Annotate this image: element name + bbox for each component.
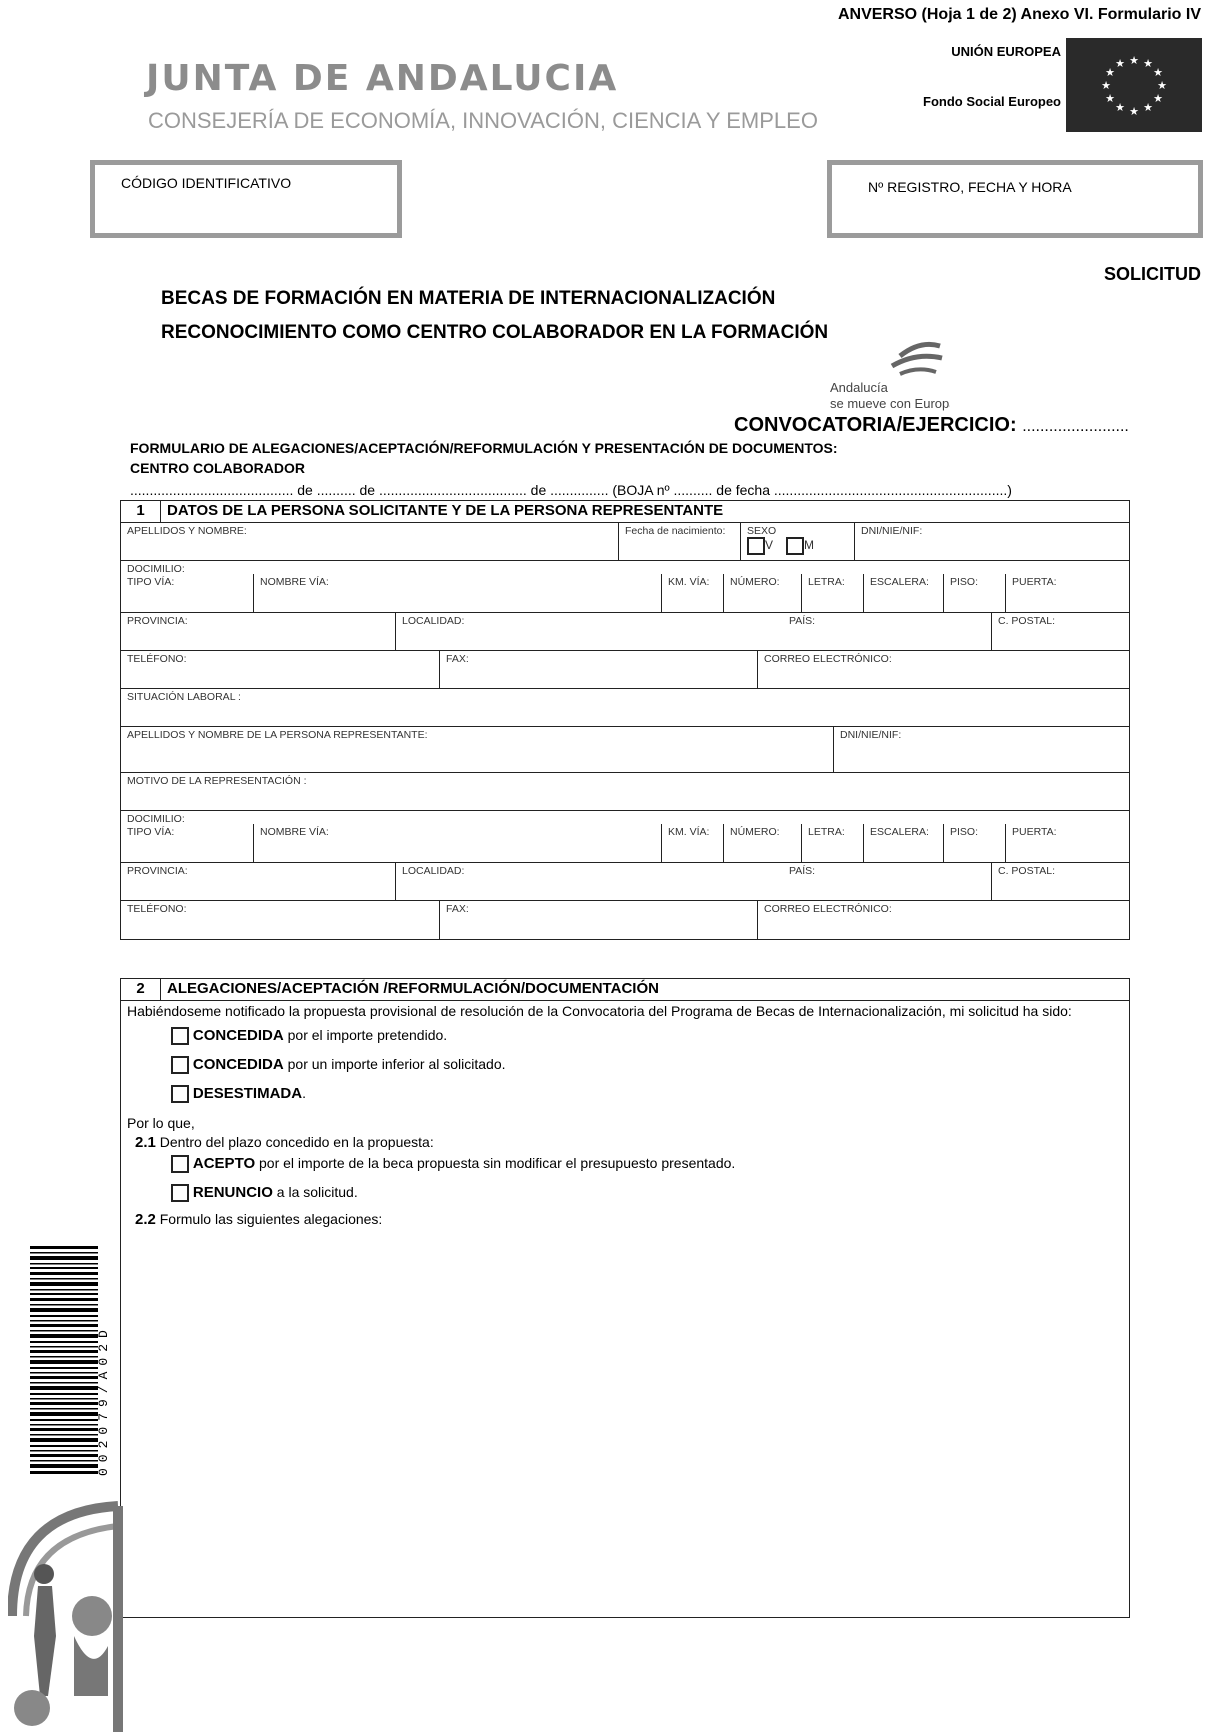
barcode-number: 002079/A02D [96,1324,111,1476]
svg-text:★: ★ [1115,101,1125,114]
code-identifier-box[interactable] [90,160,402,238]
applicant-km-field[interactable]: KM. VÍA: [661,574,723,612]
desestimada-checkbox[interactable] [171,1085,189,1103]
applicant-phone-field[interactable]: TELÉFONO: [127,653,187,665]
department-name: CONSEJERÍA DE ECONOMÍA, INNOVACIÓN, CIENCIA Y EMPLEO [148,108,818,133]
rep-door-field[interactable]: PUERTA: [1005,824,1131,862]
rep-stair-field[interactable]: ESCALERA: [863,824,943,862]
applicant-door-field[interactable]: PUERTA: [1005,574,1131,612]
section-applicant-data [120,500,1130,940]
rep-fax-field[interactable]: FAX: [439,901,757,939]
svg-text:★: ★ [1143,101,1153,114]
representation-reason-field[interactable]: MOTIVO DE LA REPRESENTACIÓN : [127,775,307,787]
applicant-floor-field[interactable]: PISO: [943,574,1005,612]
subsection-2-1: 2.1 Dentro del plazo concedido en la propuesta: [135,1134,434,1151]
svg-text:★: ★ [1143,57,1153,70]
sex-m-checkbox[interactable] [786,537,804,555]
applicant-stair-field[interactable]: ESCALERA: [863,574,943,612]
option-renuncio: RENUNCIO a la solicitud. [171,1184,358,1202]
section2-intro: Habiéndoseme notificado la propuesta provisional de resolución de la Convocatoria del Programa de Becas de Internacionalización, mi solicitud ha sido: [127,1003,1072,1019]
convocatoria-field[interactable]: ........................ [1022,418,1129,435]
applicant-number-field[interactable]: NÚMERO: [723,574,801,612]
rep-letter-field[interactable]: LETRA: [801,824,863,862]
andalucia-europa-logo [830,336,950,414]
barcode-icon [30,1246,98,1476]
option-concedida-full: CONCEDIDA por el importe pretendido. [171,1027,447,1045]
applicant-dni-field[interactable]: DNI/NIE/NIF: [854,523,1131,560]
applicant-street-type-field[interactable]: TIPO VÍA: [127,576,175,588]
document-title-line1: BECAS DE FORMACIÓN EN MATERIA DE INTERNACIONALIZACIÓN [161,288,776,309]
applicant-postal-field[interactable]: C. POSTAL: [991,613,1131,650]
registry-box[interactable] [827,160,1203,238]
birth-date-field[interactable]: Fecha de nacimiento: [618,523,740,560]
svg-text:★: ★ [1101,79,1111,92]
rep-postal-field[interactable]: C. POSTAL: [991,863,1131,900]
employment-status-field[interactable]: SITUACIÓN LABORAL : [127,691,241,703]
section2-number: 2 [121,979,161,1000]
form-title: FORMULARIO DE ALEGACIONES/ACEPTACIÓN/REFORMULACIÓN Y PRESENTACIÓN DE DOCUMENTOS: [130,440,838,456]
logo-line1: Andalucía [830,380,888,395]
eu-flag-icon [1066,38,1202,132]
svg-text:★: ★ [1129,105,1139,118]
applicant-fax-field[interactable]: FAX: [439,651,757,688]
concedida-full-checkbox[interactable] [171,1027,189,1045]
svg-text:★: ★ [1115,57,1125,70]
svg-text:★: ★ [1153,92,1163,105]
eu-union-label: UNIÓN EUROPEA [951,44,1061,59]
applicant-address-label: DOCIMILIO: [127,563,185,575]
representative-dni-field[interactable]: DNI/NIE/NIF: [833,727,1131,772]
rep-locality-field[interactable]: LOCALIDAD: [395,863,783,900]
section1-title: DATOS DE LA PERSONA SOLICITANTE Y DE LA PERSONA REPRESENTANTE [167,502,724,519]
rep-email-field[interactable]: CORREO ELECTRÓNICO: [757,901,1131,939]
sheet-label: ANVERSO (Hoja 1 de 2) Anexo VI. Formulario IV [837,6,1201,23]
applicant-letter-field[interactable]: LETRA: [801,574,863,612]
andalucia-shield-icon [8,1496,128,1732]
svg-text:★: ★ [1105,66,1115,79]
acepto-checkbox[interactable] [171,1155,189,1173]
renuncio-checkbox[interactable] [171,1184,189,1202]
rep-phone-field[interactable]: TELÉFONO: [127,903,187,915]
applicant-country-field[interactable]: PAÍS: [789,615,816,627]
logo-line2: se mueve con Europa [830,396,950,411]
subsection-2-2: 2.2 Formulo las siguientes alegaciones: [135,1211,383,1228]
code-identifier-label: CÓDIGO IDENTIFICATIVO [121,175,292,191]
eu-fund-label: Fondo Social Europeo [923,94,1061,109]
representative-address-label: DOCIMILIO: [127,813,185,825]
section2-title: ALEGACIONES/ACEPTACIÓN /REFORMULACIÓN/DOCUMENTACIÓN [167,980,659,997]
sex-field: SEXO V M [740,523,854,560]
rep-street-name-field[interactable]: NOMBRE VÍA: [253,824,661,862]
document-type: SOLICITUD [1104,264,1201,284]
allegations-textarea[interactable] [127,1233,1123,1605]
applicant-locality-field[interactable]: LOCALIDAD: [395,613,783,650]
concedida-partial-checkbox[interactable] [171,1056,189,1074]
form-subtitle: CENTRO COLABORADOR [130,460,305,476]
section-allegations [120,978,1130,1618]
svg-text:★: ★ [1129,54,1139,67]
applicant-name-field[interactable]: APELLIDOS Y NOMBRE: [127,525,247,537]
option-desestimada: DESESTIMADA. [171,1085,306,1103]
option-concedida-partial: CONCEDIDA por un importe inferior al solicitado. [171,1056,506,1074]
applicant-street-name-field[interactable]: NOMBRE VÍA: [253,574,661,612]
boja-reference-line[interactable]: .......................................... de .......... de ...................................... de ............... (BOJA nº .......... de fecha ............................................................) [130,482,1012,498]
rep-km-field[interactable]: KM. VÍA: [661,824,723,862]
rep-province-field[interactable]: PROVINCIA: [127,865,188,877]
option-acepto: ACEPTO por el importe de la beca propuesta sin modificar el presupuesto presentado. [171,1155,735,1173]
registry-label: Nº REGISTRO, FECHA Y HORA [868,179,1072,195]
rep-floor-field[interactable]: PISO: [943,824,1005,862]
por-lo-que-text: Por lo que, [127,1115,195,1131]
rep-number-field[interactable]: NÚMERO: [723,824,801,862]
convocatoria-label: CONVOCATORIA/EJERCICIO: ........................ [734,414,1129,436]
applicant-email-field[interactable]: CORREO ELECTRÓNICO: [757,651,1131,688]
svg-text:★: ★ [1157,79,1167,92]
sex-v-checkbox[interactable] [747,537,765,555]
org-name: JUNTA DE ANDALUCIA [146,58,619,99]
svg-text:★: ★ [1105,92,1115,105]
document-title-line2: RECONOCIMIENTO COMO CENTRO COLABORADOR EN LA FORMACIÓN [161,322,829,343]
rep-country-field[interactable]: PAÍS: [789,865,816,877]
rep-street-type-field[interactable]: TIPO VÍA: [127,826,175,838]
applicant-province-field[interactable]: PROVINCIA: [127,615,188,627]
section1-number: 1 [121,501,161,522]
svg-text:★: ★ [1153,66,1163,79]
representative-name-field[interactable]: APELLIDOS Y NOMBRE DE LA PERSONA REPRESENTANTE: [127,729,428,741]
